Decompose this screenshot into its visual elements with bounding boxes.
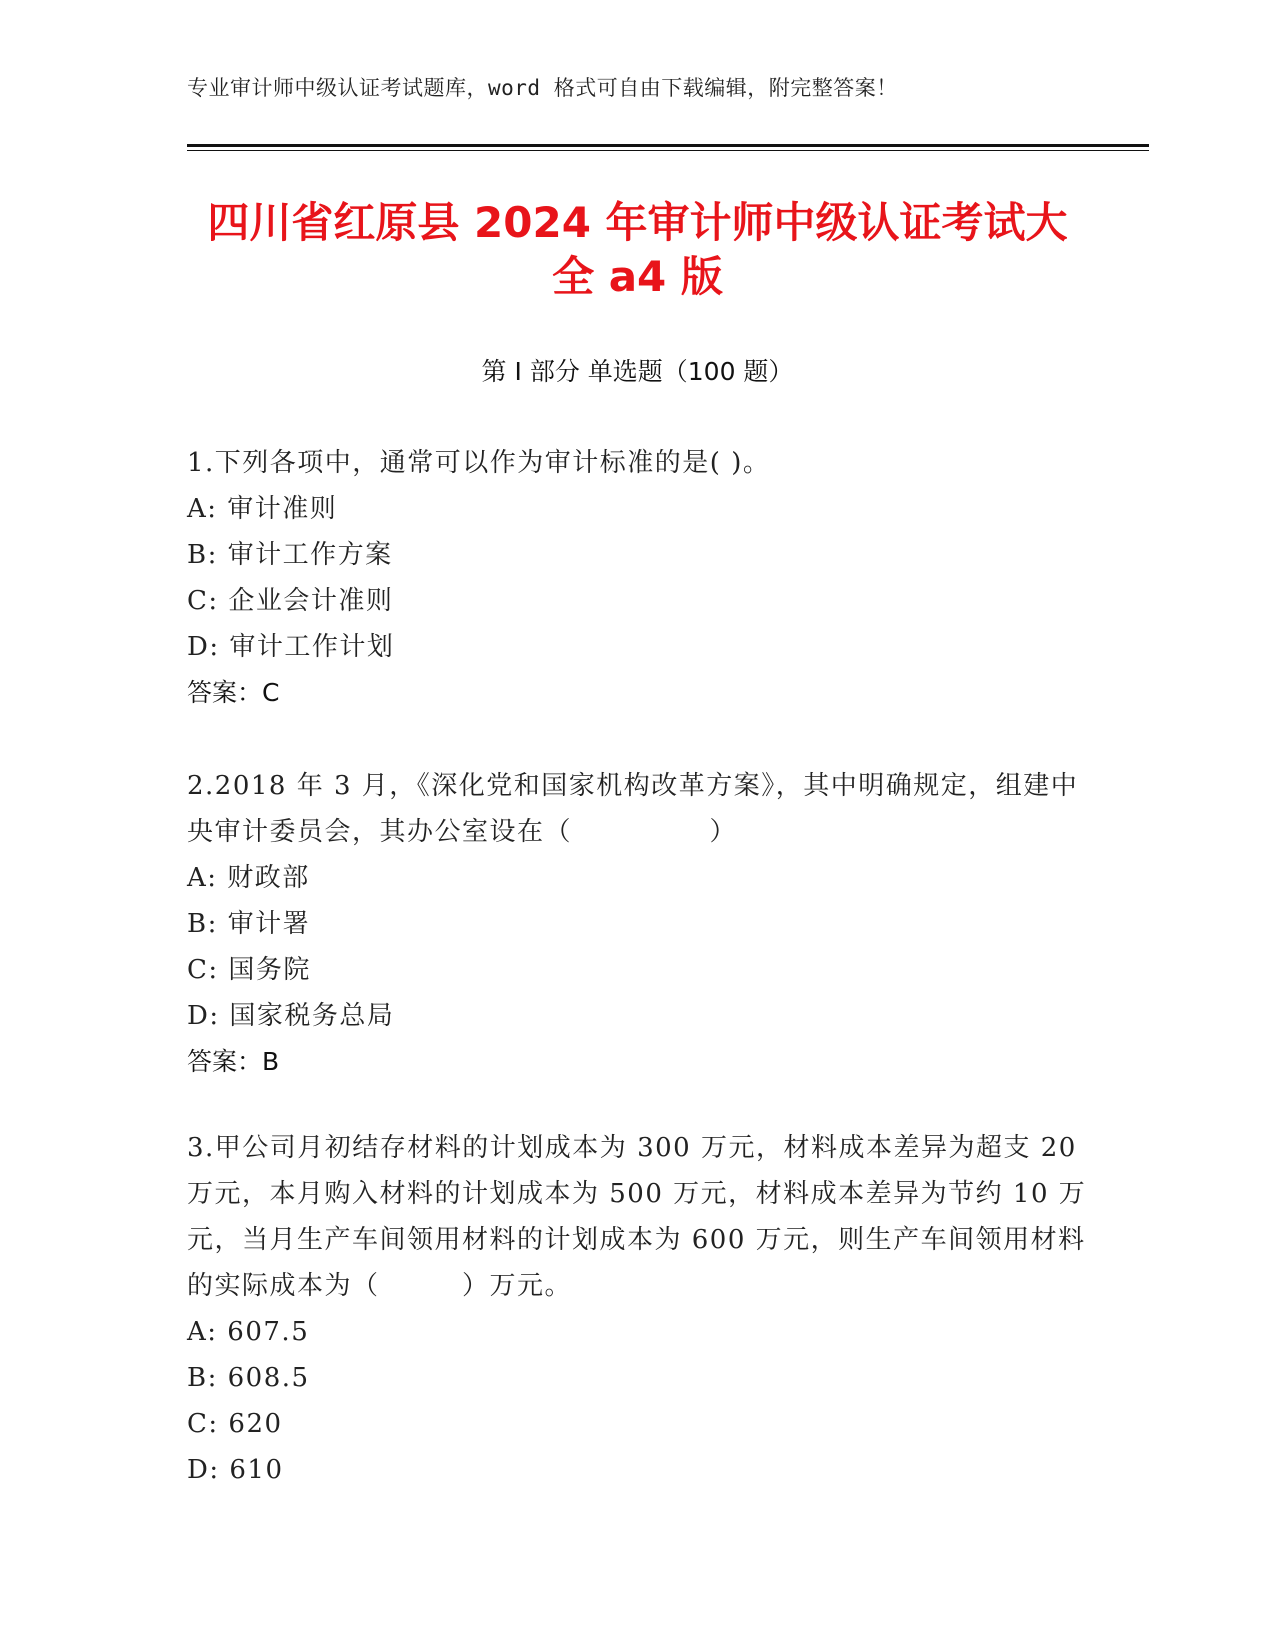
option-a: A: 财政部 bbox=[187, 863, 310, 893]
answer: 答案：B bbox=[187, 1047, 280, 1076]
section-title: 第 I 部分 单选题（100 题） bbox=[481, 357, 794, 386]
option-b: B: 608.5 bbox=[187, 1363, 310, 1393]
document-title-line1: 四川省红原县 2024 年审计师中级认证考试大 bbox=[207, 198, 1068, 247]
header-rule-thin bbox=[187, 150, 1149, 151]
option-b: B: 审计署 bbox=[187, 909, 311, 939]
question-stem: 1.下列各项中，通常可以作为审计标准的是( )。 bbox=[187, 448, 771, 478]
answer: 答案：C bbox=[187, 678, 280, 707]
header-rule-thick bbox=[187, 144, 1149, 147]
question-3 bbox=[187, 1125, 1087, 1493]
document-title bbox=[150, 196, 1125, 304]
question-stem: 2.2018 年 3 月，《深化党和国家机构改革方案》，其中明确规定，组建中央审计委员会，其办公室设在（ ） bbox=[187, 771, 1079, 847]
option-c: C: 国务院 bbox=[187, 955, 311, 985]
question-2 bbox=[187, 763, 1087, 1085]
option-a: A: 607.5 bbox=[187, 1317, 310, 1347]
option-c: C: 企业会计准则 bbox=[187, 586, 394, 616]
option-a: A: 审计准则 bbox=[187, 494, 338, 524]
header-note: 专业审计师中级认证考试题库，word 格式可自由下载编辑，附完整答案！ bbox=[187, 76, 898, 100]
document-title-line2: 全 a4 版 bbox=[552, 252, 723, 301]
option-b: B: 审计工作方案 bbox=[187, 540, 393, 570]
question-stem: 3.甲公司月初结存材料的计划成本为 300 万元，材料成本差异为超支 20 万元，本月购入材料的计划成本为 500 万元，材料成本差异为节约 10 万元，当月生产车间领用材料的计划成本为 600 万元，则生产车间领用材料的实际成本为（ ）万元。 bbox=[187, 1133, 1087, 1301]
question-1 bbox=[187, 440, 1087, 716]
option-d: D: 610 bbox=[187, 1455, 284, 1485]
option-d: D: 国家税务总局 bbox=[187, 1001, 395, 1031]
option-c: C: 620 bbox=[187, 1409, 283, 1439]
option-d: D: 审计工作计划 bbox=[187, 632, 395, 662]
